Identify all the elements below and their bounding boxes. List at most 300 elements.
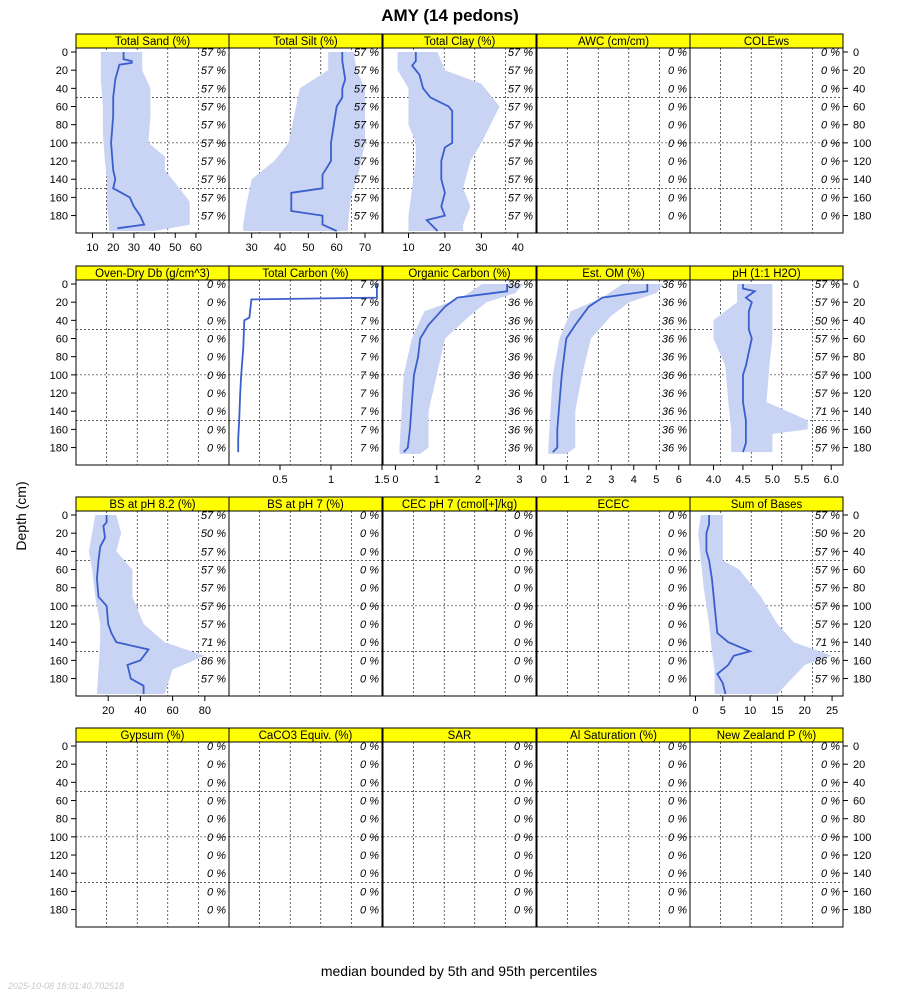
pct-label: 57 % <box>200 510 226 522</box>
y-tick-label-left: 20 <box>55 65 68 78</box>
panel <box>50 34 229 254</box>
pct-label: 57 % <box>200 673 226 686</box>
pct-label: 0 % <box>360 850 379 863</box>
x-tick-label: 10 <box>402 242 415 254</box>
y-tick-label-right: 0 <box>853 279 860 291</box>
pct-label: 57 % <box>814 600 840 613</box>
pct-label: 57 % <box>507 83 533 96</box>
y-tick-label-left: 160 <box>49 655 68 668</box>
y-tick-label-left: 180 <box>49 673 68 686</box>
pct-label: 0 % <box>207 406 226 419</box>
x-tick-label: 4.5 <box>735 474 751 486</box>
y-tick-label-right: 140 <box>853 406 872 419</box>
pct-label: 0 % <box>668 600 687 613</box>
pct-label: 57 % <box>353 83 379 96</box>
pct-label: 57 % <box>507 156 533 169</box>
pct-label: 0 % <box>360 655 379 668</box>
pct-label: 57 % <box>814 546 840 559</box>
y-tick-label-right: 40 <box>853 83 866 96</box>
pct-label: 0 % <box>360 813 379 826</box>
y-tick-label-left: 0 <box>61 510 68 522</box>
panel-strip-label: BS at pH 7 (%) <box>267 499 344 511</box>
pct-label: 0 % <box>821 868 840 881</box>
x-tick-label: 30 <box>245 242 258 254</box>
pct-label: 0 % <box>668 777 687 790</box>
pct-label: 0 % <box>360 546 379 559</box>
pct-label: 0 % <box>514 813 533 826</box>
y-tick-label-left: 100 <box>49 600 68 613</box>
pct-label: 57 % <box>353 156 379 169</box>
pct-label: 0 % <box>514 600 533 613</box>
percentile-band <box>101 52 190 231</box>
y-tick-label-left: 60 <box>55 333 68 346</box>
panel <box>537 497 690 696</box>
x-tick-label: 50 <box>169 242 182 254</box>
pct-label: 0 % <box>207 279 226 291</box>
y-tick-label-right: 60 <box>853 101 866 114</box>
x-tick-label: 20 <box>102 705 115 717</box>
pct-label: 57 % <box>353 101 379 114</box>
x-tick-label: 0.5 <box>272 474 288 486</box>
pct-label: 0 % <box>668 886 687 899</box>
x-tick-label: 3 <box>516 474 523 486</box>
pct-label: 0 % <box>360 637 379 650</box>
pct-label: 0 % <box>207 886 226 899</box>
pct-label: 7 % <box>360 297 379 310</box>
x-tick-label: 40 <box>134 705 147 717</box>
pct-label: 57 % <box>814 510 840 522</box>
panel-strip-label: New Zealand P (%) <box>716 730 817 742</box>
pct-label: 57 % <box>507 119 533 132</box>
y-tick-label-right: 40 <box>853 546 866 559</box>
panel <box>50 266 229 465</box>
x-tick-label: 0 <box>540 474 547 486</box>
pct-label: 0 % <box>668 174 687 187</box>
pct-label: 0 % <box>668 904 687 917</box>
panel <box>50 497 229 717</box>
pct-label: 0 % <box>821 886 840 899</box>
panel-strip-label: Organic Carbon (%) <box>408 268 511 280</box>
y-tick-label-left: 40 <box>55 777 68 790</box>
pct-label: 0 % <box>207 813 226 826</box>
pct-label: 7 % <box>360 369 379 382</box>
x-tick-label: 1.5 <box>374 474 390 486</box>
pct-label: 36 % <box>661 351 687 364</box>
pct-label: 0 % <box>514 850 533 863</box>
pct-label: 0 % <box>514 759 533 772</box>
panel <box>383 728 536 927</box>
pct-label: 0 % <box>821 156 840 169</box>
x-tick-label: 10 <box>86 242 99 254</box>
pct-label: 0 % <box>360 886 379 899</box>
pct-label: 36 % <box>507 315 533 328</box>
pct-label: 0 % <box>514 528 533 541</box>
y-tick-label-right: 180 <box>853 442 872 455</box>
panel-strip-label: Total Silt (%) <box>273 36 338 48</box>
pct-label: 0 % <box>207 777 226 790</box>
x-tick-label: 5.0 <box>764 474 781 486</box>
y-tick-label-right: 0 <box>853 741 860 753</box>
pct-label: 7 % <box>360 351 379 364</box>
pct-label: 50 % <box>814 528 840 541</box>
pct-label: 0 % <box>668 101 687 114</box>
y-tick-label-right: 80 <box>853 351 866 364</box>
pct-label: 57 % <box>507 47 533 59</box>
y-tick-label-right: 60 <box>853 564 866 577</box>
pct-label: 7 % <box>360 315 379 328</box>
x-tick-label: 0 <box>692 705 699 717</box>
pct-label: 0 % <box>821 777 840 790</box>
y-tick-label-left: 180 <box>49 442 68 455</box>
pct-label: 57 % <box>200 192 226 205</box>
pct-label: 0 % <box>207 333 226 346</box>
pct-label: 57 % <box>507 174 533 187</box>
pct-label: 36 % <box>661 369 687 382</box>
pct-label: 0 % <box>207 351 226 364</box>
pct-label: 0 % <box>668 210 687 223</box>
pct-label: 0 % <box>360 759 379 772</box>
pct-label: 57 % <box>814 297 840 310</box>
footer-caption: median bounded by 5th and 95th percentiles <box>320 963 598 979</box>
pct-label: 0 % <box>668 868 687 881</box>
percentile-band <box>548 284 663 454</box>
panel-strip-label: AWC (cm/cm) <box>577 36 650 48</box>
panel <box>229 497 382 696</box>
y-tick-label-left: 120 <box>49 850 68 863</box>
pct-label: 57 % <box>353 119 379 132</box>
pct-label: 57 % <box>353 174 379 187</box>
pct-label: 57 % <box>200 564 226 577</box>
y-tick-label-right: 180 <box>853 904 872 917</box>
pct-label: 36 % <box>507 424 533 437</box>
x-tick-label: 40 <box>148 242 161 254</box>
y-tick-label-left: 120 <box>49 388 68 401</box>
pct-label: 57 % <box>353 137 379 150</box>
x-tick-label: 1 <box>327 474 335 486</box>
pct-label: 0 % <box>668 564 687 577</box>
pct-label: 0 % <box>821 119 840 132</box>
y-tick-label-left: 0 <box>61 279 68 291</box>
pct-label: 0 % <box>514 795 533 808</box>
y-tick-label-left: 20 <box>55 759 68 772</box>
pct-label: 0 % <box>360 795 379 808</box>
pct-label: 36 % <box>661 442 687 455</box>
x-tick-label: 20 <box>438 242 452 254</box>
x-tick-label: 10 <box>743 705 757 717</box>
pct-label: 0 % <box>514 673 533 686</box>
x-tick-label: 70 <box>358 242 372 254</box>
panel-strip-label: COLEws <box>743 36 790 48</box>
x-tick-label: 20 <box>798 705 811 717</box>
y-tick-label-left: 100 <box>49 369 68 382</box>
pct-label: 0 % <box>668 831 687 844</box>
pct-label: 0 % <box>360 528 379 541</box>
pct-label: 0 % <box>821 174 840 187</box>
pct-label: 0 % <box>668 137 687 150</box>
pct-label: 36 % <box>661 315 687 328</box>
pct-label: 0 % <box>668 582 687 595</box>
panel-strip-label: CaCO3 Equiv. (%) <box>258 730 353 742</box>
pct-label: 0 % <box>207 442 226 455</box>
timestamp: 2025-10-08 18:01:40.702518 <box>8 981 125 991</box>
panel <box>690 266 871 486</box>
pct-label: 0 % <box>821 795 840 808</box>
pct-label: 0 % <box>360 510 379 522</box>
pct-label: 0 % <box>821 831 840 844</box>
y-tick-label-right: 40 <box>853 777 866 790</box>
panel-strip-label: Oven-Dry Db (g/cm^3) <box>95 268 210 280</box>
y-tick-label-left: 160 <box>49 886 68 899</box>
pct-label: 0 % <box>821 101 840 114</box>
pct-label: 0 % <box>207 369 226 382</box>
pct-label: 0 % <box>360 600 379 613</box>
pct-label: 0 % <box>360 582 379 595</box>
x-tick-label: 0 <box>392 474 399 486</box>
pct-label: 36 % <box>507 369 533 382</box>
pct-label: 36 % <box>661 279 687 291</box>
y-tick-label-right: 80 <box>853 582 866 595</box>
y-tick-label-right: 80 <box>853 813 866 826</box>
y-tick-label-left: 20 <box>55 528 68 541</box>
y-tick-label-right: 40 <box>853 315 866 328</box>
y-tick-label-right: 100 <box>853 369 872 382</box>
y-tick-label-right: 140 <box>853 637 872 650</box>
y-tick-label-left: 0 <box>61 47 68 59</box>
pct-label: 0 % <box>821 210 840 223</box>
pct-label: 36 % <box>507 406 533 419</box>
x-tick-label: 3 <box>608 474 615 486</box>
pct-label: 86 % <box>814 424 840 437</box>
panel-strip-label: Gypsum (%) <box>120 730 185 742</box>
pct-label: 0 % <box>821 850 840 863</box>
y-tick-label-right: 80 <box>853 119 866 132</box>
pct-label: 57 % <box>814 333 840 346</box>
x-tick-label: 30 <box>475 242 488 254</box>
pct-label: 0 % <box>668 83 687 96</box>
pct-label: 0 % <box>668 813 687 826</box>
pct-label: 57 % <box>814 673 840 686</box>
pct-label: 36 % <box>661 388 687 401</box>
pct-label: 36 % <box>661 333 687 346</box>
pct-label: 57 % <box>353 192 379 205</box>
y-tick-label-left: 120 <box>49 156 68 169</box>
pct-label: 57 % <box>814 351 840 364</box>
pct-label: 71 % <box>200 637 226 650</box>
pct-label: 36 % <box>661 424 687 437</box>
pct-label: 7 % <box>360 442 379 455</box>
pct-label: 0 % <box>207 388 226 401</box>
pct-label: 0 % <box>514 546 533 559</box>
y-tick-label-left: 40 <box>55 83 68 96</box>
pct-label: 0 % <box>668 673 687 686</box>
pct-label: 0 % <box>668 637 687 650</box>
panel-strip-label: Est. OM (%) <box>582 268 645 280</box>
pct-label: 0 % <box>360 868 379 881</box>
panel-strip-label: Sum of Bases <box>730 499 803 511</box>
pct-label: 57 % <box>507 210 533 223</box>
pct-label: 0 % <box>668 47 687 59</box>
pct-label: 0 % <box>514 619 533 632</box>
y-tick-label-right: 20 <box>853 528 866 541</box>
x-tick-label: 5 <box>653 474 660 486</box>
pct-label: 0 % <box>514 637 533 650</box>
pct-label: 0 % <box>207 315 226 328</box>
x-tick-label: 2 <box>475 474 482 486</box>
x-tick-label: 4.0 <box>705 474 722 486</box>
pct-label: 57 % <box>200 546 226 559</box>
pct-label: 0 % <box>360 831 379 844</box>
pct-label: 7 % <box>360 388 379 401</box>
y-tick-label-right: 160 <box>853 424 872 437</box>
pct-label: 57 % <box>814 279 840 291</box>
pct-label: 0 % <box>668 546 687 559</box>
y-tick-label-left: 60 <box>55 795 68 808</box>
y-tick-label-right: 20 <box>853 65 866 78</box>
pct-label: 36 % <box>507 297 533 310</box>
pct-label: 0 % <box>668 741 687 753</box>
y-tick-label-left: 140 <box>49 406 68 419</box>
panel <box>229 728 382 927</box>
pct-label: 0 % <box>668 759 687 772</box>
pct-label: 0 % <box>514 886 533 899</box>
panel <box>690 728 871 927</box>
y-axis-label: Depth (cm) <box>13 481 29 551</box>
pct-label: 57 % <box>507 192 533 205</box>
panel-strip-label: CEC pH 7 (cmol[+]/kg) <box>401 499 518 511</box>
pct-label: 57 % <box>200 137 226 150</box>
pct-label: 0 % <box>821 137 840 150</box>
pct-label: 36 % <box>507 388 533 401</box>
y-tick-label-right: 120 <box>853 156 872 169</box>
y-tick-label-right: 140 <box>853 174 872 187</box>
y-tick-label-right: 140 <box>853 868 872 881</box>
percentile-band <box>243 52 365 231</box>
y-tick-label-right: 0 <box>853 47 860 59</box>
pct-label: 7 % <box>360 333 379 346</box>
percentile-band <box>400 284 524 454</box>
pct-label: 7 % <box>360 406 379 419</box>
y-tick-label-right: 180 <box>853 210 872 223</box>
y-tick-label-left: 180 <box>49 904 68 917</box>
pct-label: 0 % <box>207 759 226 772</box>
pct-label: 0 % <box>668 119 687 132</box>
pct-label: 0 % <box>668 192 687 205</box>
x-tick-label: 2 <box>585 474 592 486</box>
pct-label: 0 % <box>514 655 533 668</box>
y-tick-label-right: 160 <box>853 655 872 668</box>
y-tick-label-right: 20 <box>853 297 866 310</box>
y-tick-label-left: 140 <box>49 637 68 650</box>
y-tick-label-right: 20 <box>853 759 866 772</box>
x-tick-label: 6 <box>675 474 682 486</box>
panel-strip-label: Total Carbon (%) <box>262 268 349 280</box>
pct-label: 86 % <box>200 655 226 668</box>
y-tick-label-left: 80 <box>55 582 68 595</box>
pct-label: 0 % <box>668 655 687 668</box>
pct-label: 0 % <box>514 510 533 522</box>
y-tick-label-right: 60 <box>853 795 866 808</box>
panel <box>229 34 382 254</box>
panel-strip-label: SAR <box>447 730 472 742</box>
pct-label: 0 % <box>668 65 687 78</box>
x-tick-label: 40 <box>273 242 287 254</box>
y-tick-label-left: 40 <box>55 315 68 328</box>
panel <box>383 266 536 486</box>
y-tick-label-right: 120 <box>853 850 872 863</box>
y-tick-label-right: 0 <box>853 510 860 522</box>
x-tick-label: 60 <box>189 242 203 254</box>
panel <box>537 34 690 233</box>
pct-label: 50 % <box>200 528 226 541</box>
pct-label: 0 % <box>668 528 687 541</box>
pct-label: 57 % <box>507 101 533 114</box>
pct-label: 0 % <box>360 673 379 686</box>
x-tick-label: 25 <box>825 705 839 717</box>
pct-label: 57 % <box>200 619 226 632</box>
pct-label: 36 % <box>507 333 533 346</box>
pct-label: 57 % <box>200 174 226 187</box>
panel <box>537 266 690 486</box>
pct-label: 0 % <box>207 424 226 437</box>
x-tick-label: 1 <box>563 474 570 486</box>
pct-label: 0 % <box>821 759 840 772</box>
pct-label: 0 % <box>821 47 840 59</box>
y-tick-label-right: 160 <box>853 886 872 899</box>
pct-label: 57 % <box>353 47 379 59</box>
y-tick-label-right: 100 <box>853 600 872 613</box>
x-tick-label: 40 <box>511 242 524 254</box>
panel-strip-label: Al Saturation (%) <box>570 730 657 742</box>
figure-title: AMY (14 pedons) <box>381 6 519 25</box>
y-tick-label-left: 180 <box>49 210 68 223</box>
panel <box>50 728 229 927</box>
y-tick-label-left: 160 <box>49 192 68 205</box>
y-tick-label-left: 140 <box>49 174 68 187</box>
pct-label: 0 % <box>514 777 533 790</box>
pct-label: 71 % <box>814 406 840 419</box>
x-tick-label: 30 <box>127 242 141 254</box>
percentile-band <box>398 52 500 231</box>
pct-label: 50 % <box>814 315 840 328</box>
pct-label: 0 % <box>821 83 840 96</box>
y-tick-label-left: 60 <box>55 564 68 577</box>
y-tick-label-right: 60 <box>853 333 866 346</box>
pct-label: 0 % <box>668 156 687 169</box>
pct-label: 0 % <box>821 65 840 78</box>
pct-label: 0 % <box>514 904 533 917</box>
y-tick-label-right: 120 <box>853 388 872 401</box>
pct-label: 0 % <box>514 582 533 595</box>
pct-label: 0 % <box>207 831 226 844</box>
panel <box>229 266 390 486</box>
pct-label: 0 % <box>360 564 379 577</box>
pct-label: 57 % <box>200 156 226 169</box>
panel <box>690 34 871 233</box>
x-tick-label: 80 <box>198 705 211 717</box>
pct-label: 0 % <box>207 741 226 753</box>
x-tick-label: 6.0 <box>823 474 839 486</box>
pct-label: 0 % <box>207 795 226 808</box>
pct-label: 57 % <box>200 119 226 132</box>
panel <box>383 497 536 696</box>
y-tick-label-left: 80 <box>55 351 68 364</box>
y-tick-label-left: 20 <box>55 297 68 310</box>
y-tick-label-left: 120 <box>49 619 68 632</box>
pct-label: 0 % <box>821 904 840 917</box>
percentile-band <box>698 515 832 694</box>
x-tick-label: 4 <box>630 474 637 486</box>
y-tick-label-right: 120 <box>853 619 872 632</box>
